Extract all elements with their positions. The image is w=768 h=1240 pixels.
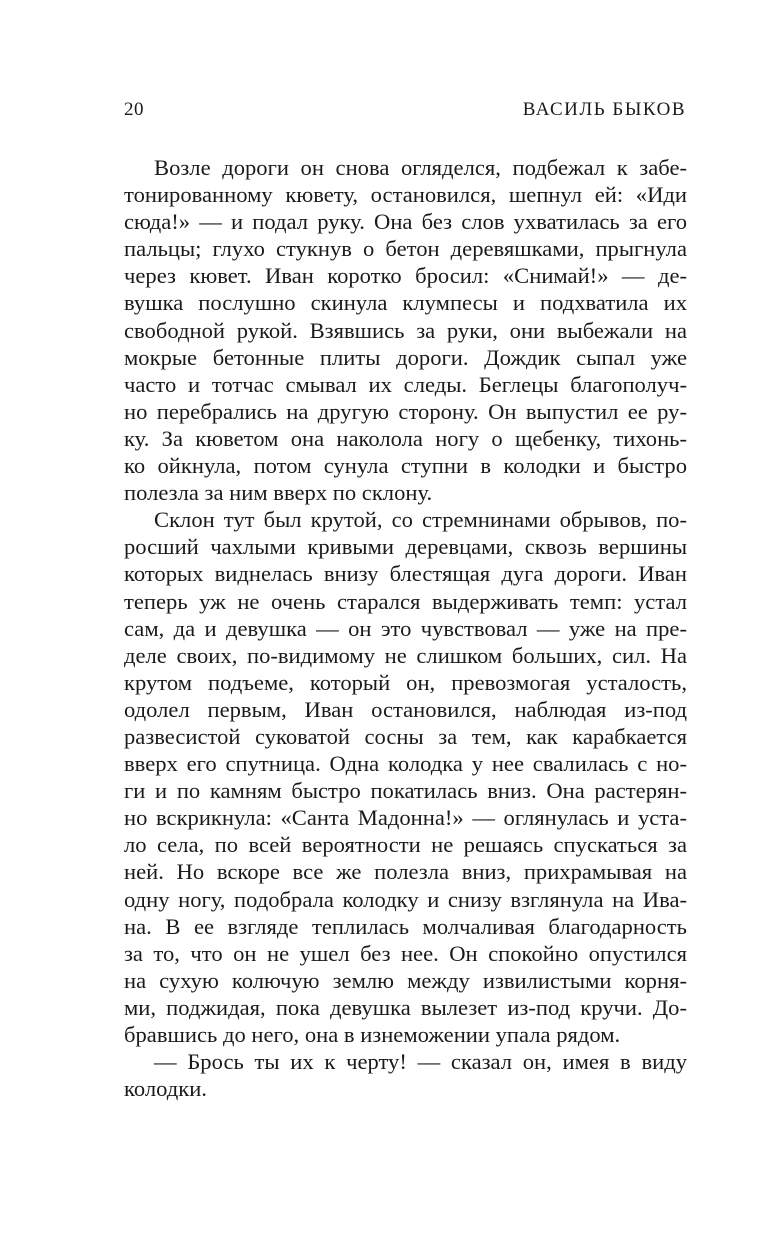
- text-line: мокрые бетонные плиты дороги. Дождик сыпал уже: [124, 344, 687, 370]
- text-line: сам, да и девушка — он это чувствовал — уже на пре-: [124, 615, 687, 641]
- text-line: ги и по камням быстро покатилась вниз. Она растерян-: [124, 778, 687, 804]
- text-line: на сухую колючую землю между извилистыми корня-: [124, 967, 687, 993]
- text-line: теперь уж не очень старался выдерживать темп: устал: [124, 588, 687, 614]
- text-line: на. В ее взгляде теплилась молчаливая благодарность: [124, 913, 687, 939]
- text-line: колодки.: [124, 1076, 207, 1102]
- text-line: Возле дороги он снова огляделся, подбежал к забе-: [154, 155, 687, 180]
- page-number: 20: [124, 99, 144, 120]
- text-line: полезла за ним вверх по склону.: [124, 480, 433, 506]
- text-line: но перебрались на другую сторону. Он выпустил ее ру-: [124, 398, 687, 424]
- text-line: через кювет. Иван коротко бросил: «Снимай!» — де-: [124, 263, 687, 289]
- body-text: [124, 154, 687, 1102]
- text-line: развесистой суковатой сосны за тем, как карабкается: [124, 723, 687, 749]
- text-line: тонированному кювету, остановился, шепнул ей: «Иди: [124, 182, 687, 208]
- text-line: крутом подъеме, который он, превозмогая усталость,: [124, 669, 687, 695]
- text-line: одолел первым, Иван остановился, наблюдая из-под: [124, 696, 687, 722]
- text-line: — Брось ты их к черту! — сказал он, имея в виду: [154, 1049, 687, 1075]
- text-line: Склон тут был крутой, со стремнинами обрывов, по-: [154, 507, 687, 533]
- text-line: ко ойкнула, потом сунула ступни в колодки и быстро: [124, 453, 687, 479]
- text-line: вверх его спутница. Одна колодка у нее свалилась с но-: [124, 751, 687, 777]
- text-line: часто и тотчас смывал их следы. Беглецы благополуч-: [124, 371, 687, 397]
- text-line: которых виднелась внизу блестящая дуга дороги. Иван: [124, 561, 687, 587]
- text-line: росший чахлыми кривыми деревцами, сквозь вершины: [124, 534, 687, 560]
- text-line: деле своих, по-видимому не слишком больших, сил. На: [124, 642, 687, 668]
- text-line: вушка послушно скинула клумпесы и подхватила их: [124, 290, 687, 316]
- text-line: ло села, по всей вероятности не решаясь спускаться за: [124, 832, 687, 858]
- running-head: ВАСИЛЬ БЫКОВ: [522, 99, 686, 120]
- text-line: свободной рукой. Взявшись за руки, они выбежали на: [124, 317, 687, 343]
- text-line: но вскрикнула: «Санта Мадонна!» — оглянулась и уста-: [124, 805, 687, 831]
- text-line: ней. Но вскоре все же полезла вниз, прихрамывая на: [124, 859, 687, 885]
- text-line: бравшись до него, она в изнеможении упала рядом.: [124, 1022, 621, 1047]
- text-line: за то, что он не ушел без нее. Он спокойно опустился: [124, 940, 687, 966]
- text-line: ку. За кюветом она наколола ногу о щебенку, тихонь-: [124, 425, 687, 451]
- text-line: сюда!» — и подал руку. Она без слов ухватилась за его: [124, 209, 687, 235]
- text-line: пальцы; глухо стукнув о бетон деревяшками, прыгнула: [124, 236, 687, 262]
- text-line: ми, поджидая, пока девушка вылезет из-под кручи. До-: [124, 994, 687, 1020]
- text-line: одну ногу, подобрала колодку и снизу взглянула на Ива-: [124, 886, 687, 912]
